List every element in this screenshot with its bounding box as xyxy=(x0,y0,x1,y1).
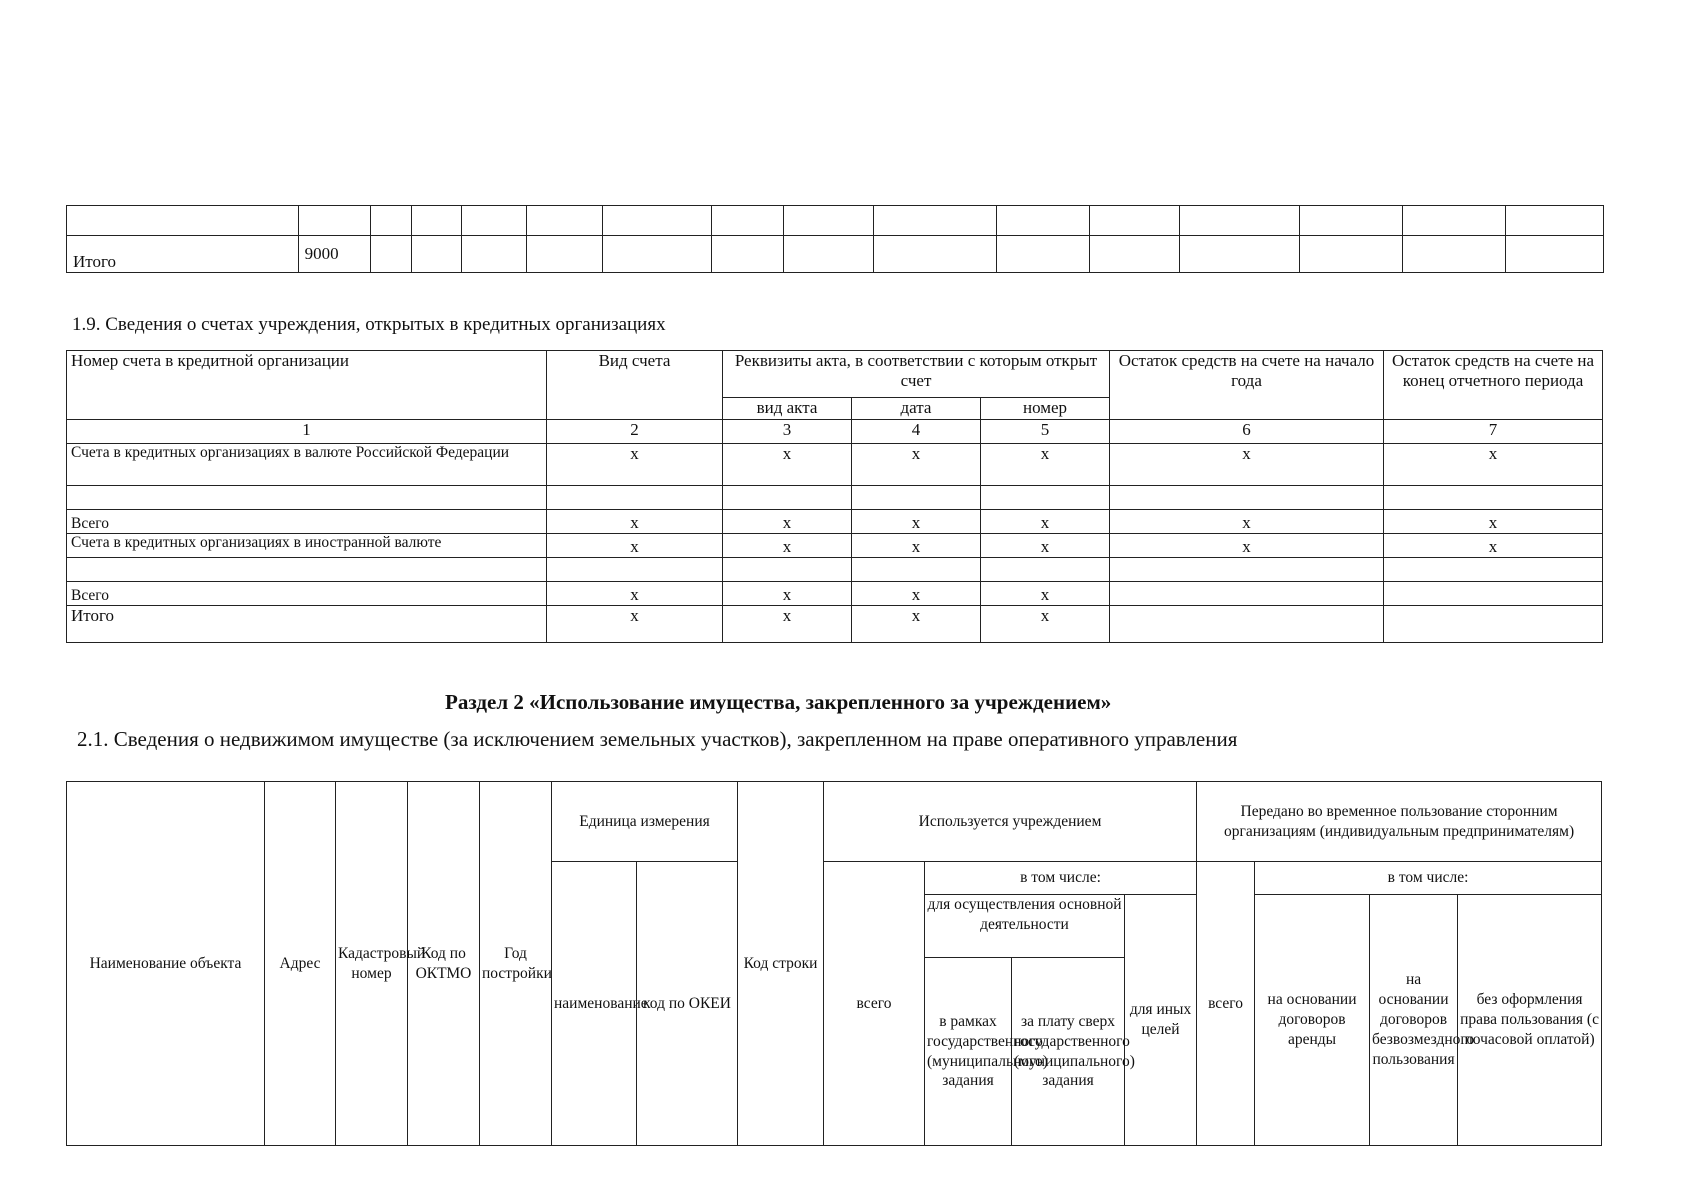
section-2-1-subtitle: 2.1. Сведения о недвижимом имуществе (за исключением земельных участков), закрепленном на праве оперативного управления xyxy=(77,727,1238,751)
column-number-row: 1 2 3 4 5 6 7 xyxy=(67,420,1603,444)
row-label-total: Всего xyxy=(67,582,547,606)
header-act-number: номер xyxy=(981,398,1110,420)
header-lease: на основании договоров аренды xyxy=(1255,895,1370,1146)
header-account-type: Вид счета xyxy=(547,351,723,420)
table-row: Счета в кредитных организациях в валюте Российской Федерации х х х х х х xyxy=(67,444,1603,486)
header-main-activity: для осуществления основной деятельности xyxy=(925,895,1125,958)
header-including-2: в том числе: xyxy=(1255,862,1602,895)
table-row xyxy=(67,236,1604,273)
header-unit-name: наименование xyxy=(552,862,637,1146)
header-transferred: Передано во временное пользование сторонним организациям (индивидуальным предпринимателям) xyxy=(1197,782,1602,862)
header-balance-start: Остаток средств на счете на начало года xyxy=(1110,351,1384,420)
header-paid-over-task: за плату сверх государственного (муниципального) задания xyxy=(1012,958,1125,1146)
total-code: 9000 xyxy=(298,236,370,273)
header-act-date: дата xyxy=(852,398,981,420)
header-unit: Единица измерения xyxy=(552,782,738,862)
table-row: Всего х х х х х х xyxy=(67,510,1603,534)
header-line-code: Код строки xyxy=(738,782,824,1146)
header-oktmo: Код по ОКТМО xyxy=(408,782,480,1146)
header-act-type: вид акта xyxy=(723,398,852,420)
header-balance-end: Остаток средств на счете на конец отчетного периода xyxy=(1384,351,1603,420)
total-label: Итого xyxy=(67,236,299,273)
row-label-total: Всего xyxy=(67,510,547,534)
header-used-by-institution: Используется учреждением xyxy=(824,782,1197,862)
table-row: Всего х х х х xyxy=(67,582,1603,606)
header-object-name: Наименование объекта xyxy=(67,782,265,1146)
section-2-title: Раздел 2 «Использование имущества, закрепленного за учреждением» xyxy=(445,690,1112,714)
header-free-use: на основании договоров безвозмездного пользования xyxy=(1370,895,1458,1146)
row-label-grand-total: Итого xyxy=(67,606,547,643)
header-within-task: в рамках государственного (муниципального) задания xyxy=(925,958,1012,1146)
continuation-table xyxy=(66,205,1604,273)
header-account-number: Номер счета в кредитной организации xyxy=(67,351,547,420)
header-cadastral-number: Кадастровый номер xyxy=(336,782,408,1146)
row-label-rub-accounts: Счета в кредитных организациях в валюте Российской Федерации xyxy=(67,444,547,486)
row-label-foreign-accounts: Счета в кредитных организациях в иностранной валюте xyxy=(67,534,547,558)
table-row: Итого х х х х xyxy=(67,606,1603,643)
header-used-total: всего xyxy=(824,862,925,1146)
accounts-table xyxy=(66,350,1603,643)
header-unit-okei: код по ОКЕИ xyxy=(637,862,738,1146)
header-no-paperwork: без оформления права пользования (с почасовой оплатой) xyxy=(1458,895,1602,1146)
header-act-details: Реквизиты акта, в соответствии с которым открыт счет xyxy=(723,351,1110,398)
table-row xyxy=(67,486,1603,510)
header-year-built: Год постройки xyxy=(480,782,552,1146)
table-row: Счета в кредитных организациях в иностранной валюте х х х х х х xyxy=(67,534,1603,558)
table-row xyxy=(67,206,1604,236)
real-estate-table xyxy=(66,781,1602,1146)
header-other-purposes: для иных целей xyxy=(1125,895,1197,1146)
table-row xyxy=(67,558,1603,582)
header-including: в том числе: xyxy=(925,862,1197,895)
section-1-9-title: 1.9. Сведения о счетах учреждения, открытых в кредитных организациях xyxy=(72,314,666,335)
header-transferred-total: всего xyxy=(1197,862,1255,1146)
header-address: Адрес xyxy=(265,782,336,1146)
